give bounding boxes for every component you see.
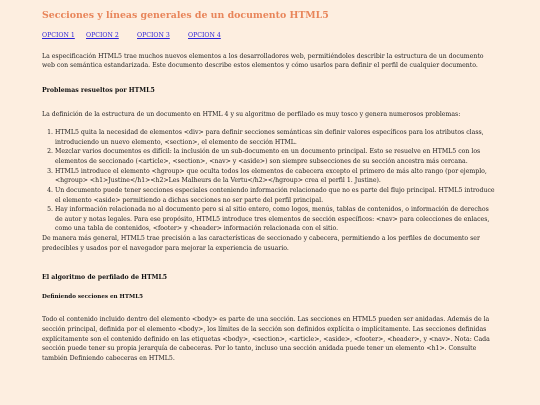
list-item: 4. Un documento puede tener secciones especiales conteniendo información relacionado que no es parte del flujo principal. HTML5 introduce el elemento <aside> permitiendo a dichas secciones no ser parte del perfil principal. bbox=[55, 186, 498, 205]
problems-list bbox=[42, 128, 498, 234]
defining-sections-heading: Definiendo secciones en HTML5 bbox=[42, 293, 144, 300]
top-nav bbox=[42, 31, 498, 41]
list-item: 3. HTML5 introduce el elemento <hgroup> que oculta todos los elementos de cabecera excepto el primero de más alto rango (por ejemplo, <hgroup> <h1>Justine</h1><h2>Les Malheurs de la Vertu</h2></hgroup> crea el perfil 1. Justine). bbox=[55, 167, 498, 186]
sections-paragraph: Todo el contenido incluido dentro del elemento <body> es parte de una sección. Las secciones en HTML5 pueden ser anidadas. Además de la sección principal, definida por el elemento <body>, los límites de la sección son definidos explícita o implícitamente. Las secciones definidas explícitamente son el contenido definido en las etiquetas <body>, <section>, <article>, <aside>, <footer>, <header>, y <nav>. Nota: Cada sección puede tener su propia jerarquía de cabeceras. Por lo tanto, incluso una sección anidada puede tener un elemento <h1>. Consulte también Definiendo cabeceras en HTML5. bbox=[42, 316, 490, 362]
nav-link-opcion-1[interactable]: OPCION 1 bbox=[42, 32, 75, 40]
problems-heading: Problemas resueltos por HTML5 bbox=[42, 87, 155, 95]
conclusion-paragraph: De manera más general, HTML5 trae precisión a las características de seccionado y cabecera, permitiendo a los perfiles de documento ser predecibles y usados por el navegador para mejorar la experiencia de usuario. bbox=[42, 234, 480, 252]
nav-link-opcion-3[interactable]: OPCION 3 bbox=[137, 32, 170, 40]
page-title: Secciones y líneas generales de un documento HTML5 bbox=[42, 10, 329, 21]
intro-paragraph: La especificación HTML5 trae muchos nuevos elementos a los desarrolladores web, permitiéndoles describir la estructura de un documento web con semántica estandarizada. Este documento describe estos elementos y cómo usarlos para definir el perfil de cualquier documento. bbox=[42, 52, 484, 70]
list-item: 2. Mezclar varios documentos es difícil: la inclusión de un sub-documento en un documento principal. Esto se resuelve en HTML5 con los elementos de seccionado (<article>, <section>, <nav> y <aside>) son siempre subsecciones de su sección ancestra más cercana. bbox=[55, 147, 498, 166]
algorithm-heading: El algoritmo de perfilado de HTML5 bbox=[42, 274, 168, 282]
list-item: 5. Hay información relacionada no al documento pero si al sitio entero, como logos, menús, tablas de contenidos, o información de derechos de autor y notas legales. Para ese propósito, HTML5 introduce tres elementos de sección específicos: <nav> para colecciones de enlaces, como una tabla de contenidos, <footer> y <header> información relacionada con el sitio. bbox=[55, 205, 498, 234]
list-item: 1. HTML5 quita la necesidad de elementos <div> para definir secciones semánticas sin definir valores específicos para los atributos class, introduciendo un nuevo elemento, <section>, el elemento de sección HTML. bbox=[55, 128, 498, 147]
problems-intro-paragraph: La definición de la estructura de un documento en HTML 4 y su algoritmo de perfilado es muy tosco y genera numerosos problemas: bbox=[42, 110, 461, 118]
nav-link-opcion-2[interactable]: OPCION 2 bbox=[86, 32, 119, 40]
nav-link-opcion-4[interactable]: OPCION 4 bbox=[188, 32, 221, 40]
